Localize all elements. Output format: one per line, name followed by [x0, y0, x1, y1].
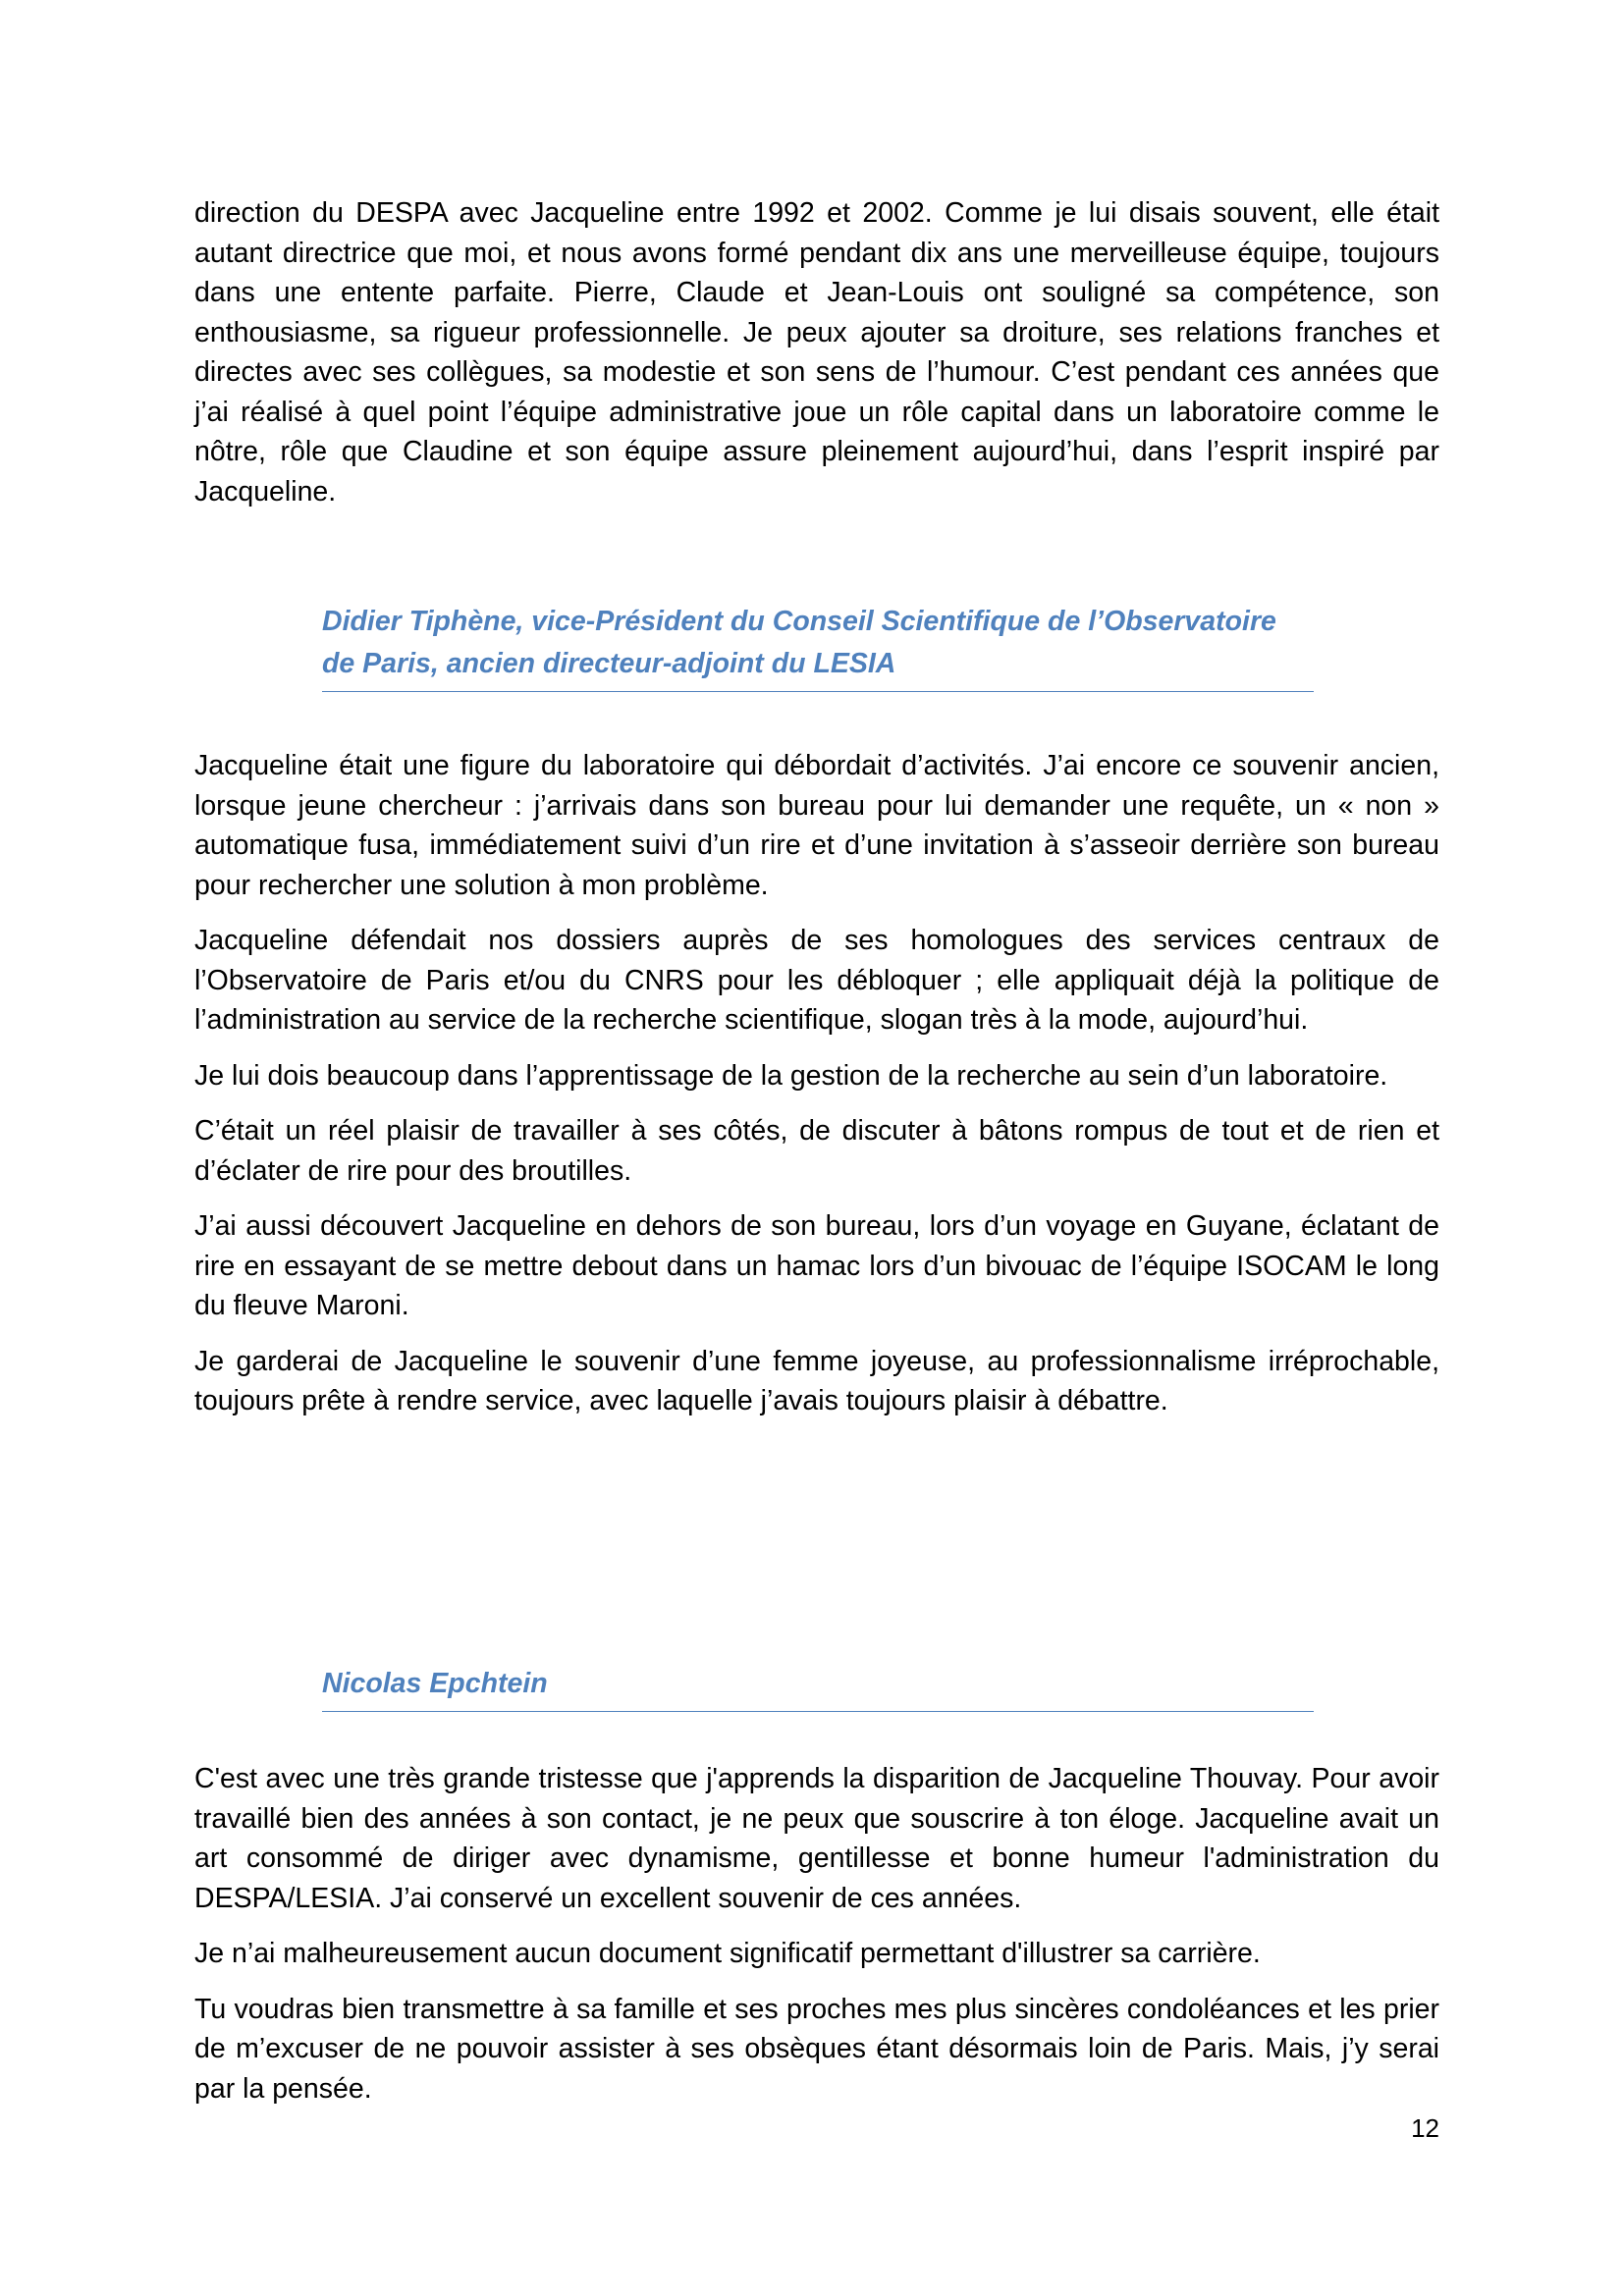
- paragraph: J’ai aussi découvert Jacqueline en dehors de son bureau, lors d’un voyage en Guyane, éclatant de rire en essayant de se mettre debout dans un hamac lors d’un bivouac de l’équipe ISOCAM le long du fleuve Maroni.: [194, 1210, 1439, 1321]
- intro-paragraph: direction du DESPA avec Jacqueline entre 1992 et 2002. Comme je lui disais souvent, elle était autant directrice que moi, et nous avons formé pendant dix ans une merveilleuse équipe, toujours dans une entente parfaite. Pierre, Claude et Jean-Louis ont souligné sa compétence, son enthousiasme, sa rigueur professionnelle. Je peux ajouter sa droiture, ses relations franches et directes avec ses collègues, sa modestie et son sens de l’humour. C’est pendant ces années que j’ai réalisé à quel point l’équipe administrative joue un rôle capital dans un laboratoire comme le nôtre, rôle que Claudine et son équipe assure pleinement aujourd’hui, dans l’esprit inspiré par Jacqueline.: [194, 197, 1439, 507]
- paragraph: C'est avec une très grande tristesse que j'apprends la disparition de Jacqueline Thouvay. Pour avoir travaillé bien des années à son contact, je ne peux que souscrire à ton éloge. Jacqueline avait un art consommé de diriger avec dynamisme, gentillesse et bonne humeur l'administration du DESPA/LESIA. J’ai conservé un excellent souvenir de ces années.: [194, 1763, 1439, 1914]
- paragraph: C’était un réel plaisir de travailler à ses côtés, de discuter à bâtons rompus de tout et de rien et d’éclater de rire pour des broutilles.: [194, 1115, 1439, 1187]
- epchtein-text-block: [194, 1759, 1439, 2109]
- section-divider: [322, 691, 1314, 692]
- section-title-line-2: de Paris, ancien directeur-adjoint du LESIA: [322, 648, 896, 679]
- page-number: 12: [1411, 2113, 1439, 2143]
- paragraph: Tu voudras bien transmettre à sa famille et ses proches mes plus sincères condoléances et les prier de m’excuser de ne pouvoir assister à ses obsèques étant désormais loin de Paris. Mais, j’y serai par la pensée.: [194, 1993, 1439, 2105]
- section-divider: [322, 1711, 1314, 1712]
- section-header-tiphene: [322, 601, 1314, 692]
- section-title-epchtein: [322, 1663, 1314, 1705]
- paragraph: Je garderai de Jacqueline le souvenir d’une femme joyeuse, au professionnalisme irréprochable, toujours prête à rendre service, avec laquelle j’avais toujours plaisir à débattre.: [194, 1345, 1439, 1416]
- tiphene-text-block: [194, 746, 1439, 1421]
- paragraph: Jacqueline défendait nos dossiers auprès de ses homologues des services centraux de l’Observatoire de Paris et/ou du CNRS pour les débloquer ; elle appliquait déjà la politique de l’administration au service de la recherche scientifique, slogan très à la mode, aujourd’hui.: [194, 925, 1439, 1036]
- paragraph: Jacqueline était une figure du laboratoire qui débordait d’activités. J’ai encore ce souvenir ancien, lorsque jeune chercheur : j’arrivais dans son bureau pour lui demander une requête, un « non » automatique fusa, immédiatement suivi d’un rire et d’une invitation à s’asseoir derrière son bureau pour rechercher une solution à mon problème.: [194, 750, 1439, 901]
- section-header-epchtein: [322, 1663, 1314, 1712]
- paragraph: Je n’ai malheureusement aucun document significatif permettant d'illustrer sa carrière.: [194, 1938, 1261, 1969]
- section-title-line-1: Didier Tiphène, vice-Président du Conseil Scientifique de l’Observatoire: [322, 606, 1276, 637]
- section-title-tiphene: [322, 601, 1314, 685]
- intro-text-block: [194, 193, 1439, 511]
- section-title-line-1: Nicolas Epchtein: [322, 1668, 548, 1699]
- paragraph: Je lui dois beaucoup dans l’apprentissage de la gestion de la recherche au sein d’un laboratoire.: [194, 1059, 1388, 1092]
